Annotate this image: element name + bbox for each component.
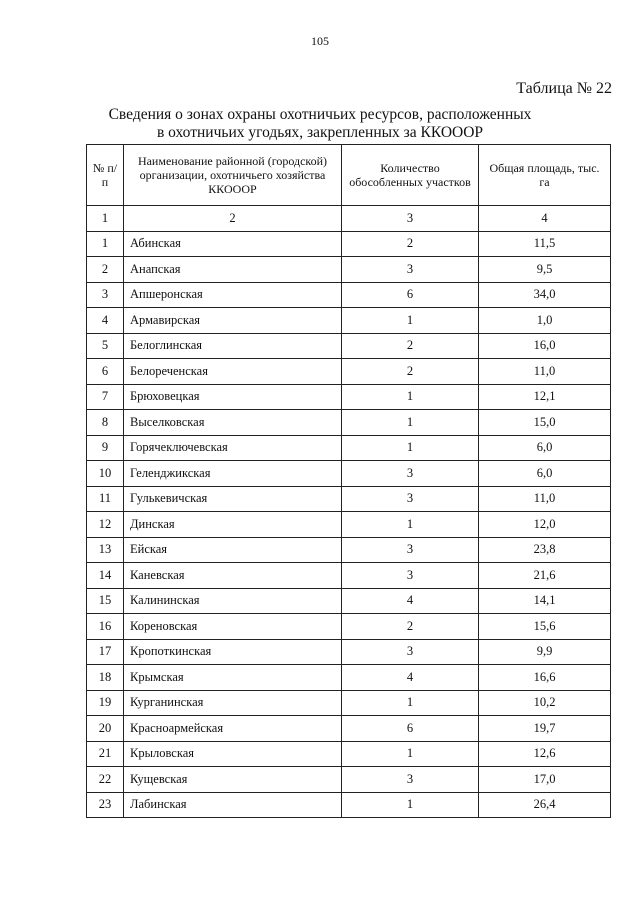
organization-name: Динская: [124, 512, 342, 538]
table-row: [87, 359, 611, 385]
table-row: [87, 614, 611, 640]
table-row: [87, 792, 611, 818]
plots-count: 3: [342, 639, 479, 665]
plots-count: 3: [342, 257, 479, 283]
total-area: 14,1: [479, 588, 611, 614]
table-row: [87, 537, 611, 563]
total-area: 6,0: [479, 435, 611, 461]
row-number: 9: [87, 435, 124, 461]
total-area: 15,0: [479, 410, 611, 436]
total-area: 15,6: [479, 614, 611, 640]
plots-count: 1: [342, 690, 479, 716]
table-row: [87, 308, 611, 334]
plots-count: 1: [342, 792, 479, 818]
total-area: 26,4: [479, 792, 611, 818]
table-row: [87, 588, 611, 614]
organization-name: Брюховецкая: [124, 384, 342, 410]
header-row: [87, 145, 611, 206]
plots-count: 3: [342, 486, 479, 512]
column-index: 3: [342, 206, 479, 232]
total-area: 11,5: [479, 231, 611, 257]
row-number: 10: [87, 461, 124, 487]
plots-count: 1: [342, 308, 479, 334]
row-number: 2: [87, 257, 124, 283]
total-area: 21,6: [479, 563, 611, 589]
plots-count: 4: [342, 665, 479, 691]
table-row: [87, 486, 611, 512]
organization-name: Армавирская: [124, 308, 342, 334]
row-number: 16: [87, 614, 124, 640]
table-row: [87, 282, 611, 308]
row-number: 4: [87, 308, 124, 334]
header-area: Общая площадь, тыс. га: [479, 145, 611, 206]
organization-name: Курганинская: [124, 690, 342, 716]
organization-name: Выселковская: [124, 410, 342, 436]
total-area: 16,0: [479, 333, 611, 359]
row-number: 23: [87, 792, 124, 818]
organization-name: Красноармейская: [124, 716, 342, 742]
total-area: 9,5: [479, 257, 611, 283]
organization-name: Белореченская: [124, 359, 342, 385]
organization-name: Апшеронская: [124, 282, 342, 308]
total-area: 11,0: [479, 486, 611, 512]
column-index: 4: [479, 206, 611, 232]
plots-count: 1: [342, 384, 479, 410]
plots-count: 1: [342, 410, 479, 436]
row-number: 8: [87, 410, 124, 436]
row-number: 22: [87, 767, 124, 793]
organization-name: Крыловская: [124, 741, 342, 767]
total-area: 17,0: [479, 767, 611, 793]
organization-name: Каневская: [124, 563, 342, 589]
row-number: 19: [87, 690, 124, 716]
organization-name: Гулькевичская: [124, 486, 342, 512]
row-number: 17: [87, 639, 124, 665]
organization-name: Калининская: [124, 588, 342, 614]
plots-count: 6: [342, 282, 479, 308]
table-row: [87, 716, 611, 742]
table-row: [87, 767, 611, 793]
plots-count: 2: [342, 614, 479, 640]
organization-name: Крымская: [124, 665, 342, 691]
table-label: Таблица № 22: [516, 80, 612, 97]
organization-name: Геленджикская: [124, 461, 342, 487]
plots-count: 2: [342, 231, 479, 257]
table-row: [87, 741, 611, 767]
organization-name: Анапская: [124, 257, 342, 283]
row-number: 21: [87, 741, 124, 767]
total-area: 6,0: [479, 461, 611, 487]
header-count: Количество обособленных участков: [342, 145, 479, 206]
row-number: 18: [87, 665, 124, 691]
table-row: [87, 333, 611, 359]
organization-name: Белоглинская: [124, 333, 342, 359]
row-number: 6: [87, 359, 124, 385]
plots-count: 6: [342, 716, 479, 742]
total-area: 11,0: [479, 359, 611, 385]
plots-count: 2: [342, 333, 479, 359]
row-number: 15: [87, 588, 124, 614]
title-line-2: в охотничьих угодьях, закрепленных за ККОООР: [156, 124, 484, 141]
plots-count: 3: [342, 563, 479, 589]
organization-name: Ейская: [124, 537, 342, 563]
table-row: [87, 639, 611, 665]
plots-count: 2: [342, 359, 479, 385]
total-area: 34,0: [479, 282, 611, 308]
table-body: [87, 206, 611, 818]
total-area: 12,6: [479, 741, 611, 767]
organization-name: Лабинская: [124, 792, 342, 818]
row-number: 12: [87, 512, 124, 538]
total-area: 1,0: [479, 308, 611, 334]
row-number: 1: [87, 231, 124, 257]
plots-count: 1: [342, 741, 479, 767]
plots-count: 3: [342, 767, 479, 793]
table-row: [87, 384, 611, 410]
total-area: 10,2: [479, 690, 611, 716]
plots-count: 3: [342, 537, 479, 563]
document-title: [0, 106, 640, 142]
total-area: 12,1: [479, 384, 611, 410]
row-number: 3: [87, 282, 124, 308]
table-row: [87, 435, 611, 461]
column-index: 2: [124, 206, 342, 232]
row-number: 20: [87, 716, 124, 742]
total-area: 12,0: [479, 512, 611, 538]
organization-name: Кущевская: [124, 767, 342, 793]
table-row: [87, 665, 611, 691]
plots-count: 4: [342, 588, 479, 614]
row-number: 5: [87, 333, 124, 359]
plots-count: 1: [342, 512, 479, 538]
table-row: [87, 461, 611, 487]
total-area: 23,8: [479, 537, 611, 563]
column-index: 1: [87, 206, 124, 232]
plots-count: 3: [342, 461, 479, 487]
row-number: 7: [87, 384, 124, 410]
header-name: Наименование районной (городской) организации, охотничьего хозяйства ККОООР: [124, 145, 342, 206]
table-row: [87, 512, 611, 538]
organization-name: Кореновская: [124, 614, 342, 640]
page-number: 105: [311, 34, 329, 48]
table-row: [87, 257, 611, 283]
table-row: [87, 563, 611, 589]
organization-name: Абинская: [124, 231, 342, 257]
plots-count: 1: [342, 435, 479, 461]
total-area: 19,7: [479, 716, 611, 742]
total-area: 9,9: [479, 639, 611, 665]
table-row: [87, 690, 611, 716]
organization-name: Кропоткинская: [124, 639, 342, 665]
column-index-row: [87, 206, 611, 232]
row-number: 13: [87, 537, 124, 563]
header-num: № п/п: [87, 145, 124, 206]
table-row: [87, 231, 611, 257]
row-number: 14: [87, 563, 124, 589]
title-line-1: Сведения о зонах охраны охотничьих ресурсов, расположенных: [108, 106, 532, 123]
total-area: 16,6: [479, 665, 611, 691]
row-number: 11: [87, 486, 124, 512]
zones-table: [86, 144, 611, 818]
organization-name: Горячеключевская: [124, 435, 342, 461]
table-row: [87, 410, 611, 436]
